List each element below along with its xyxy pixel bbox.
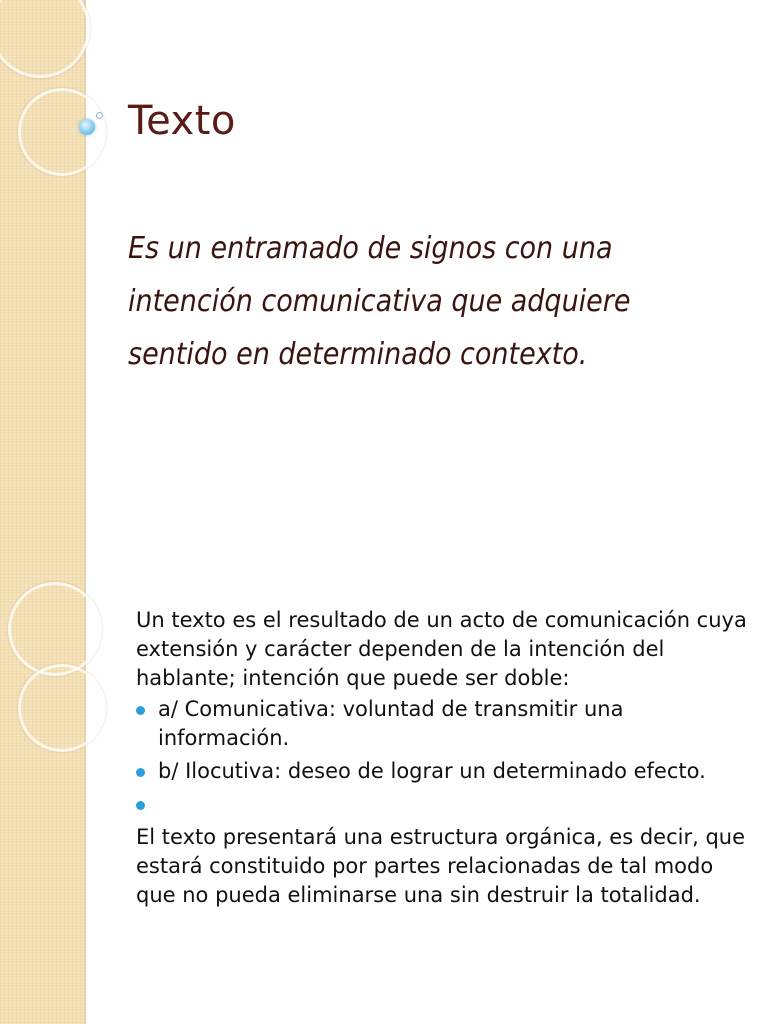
slide-body: [136, 606, 748, 910]
bullet-dot-icon: [136, 706, 145, 715]
decorative-ring-middle: [18, 664, 106, 752]
small-ring-icon: [96, 112, 103, 119]
decorative-ring-top: [8, 582, 102, 676]
conclusion-paragraph: El texto presentará una estructura orgánica, es decir, que estará constituido por partes relacionadas de tal modo que no pueda eliminarse una sin destruir la totalidad.: [136, 825, 746, 907]
bullet-dot-icon: [136, 801, 145, 810]
bullet-item: [136, 757, 748, 786]
slide-2: [0, 576, 768, 1024]
bullet-text: b/ Ilocutiva: deseo de lograr un determinado efecto.: [158, 759, 706, 783]
slide-title: Texto: [128, 98, 236, 144]
sidebar-decoration: [0, 576, 86, 1024]
bullet-item: [136, 695, 748, 753]
bullet-list: [136, 695, 748, 819]
bullet-dot-icon: [136, 768, 145, 777]
sidebar-decoration: [0, 0, 86, 576]
intro-paragraph: Un texto es el resultado de un acto de comunicación cuya extensión y carácter dependen de la intención del hablante; intención que puede ser doble:: [136, 608, 747, 690]
bullet-item-empty: [136, 790, 748, 819]
bullet-text: a/ Comunicativa: voluntad de transmitir una información.: [158, 697, 624, 750]
accent-dot-icon: [79, 119, 95, 135]
definition-text: Es un entramado de signos con una intención comunicativa que adquiere sentido en determinado contexto.: [128, 231, 631, 372]
decorative-ring-top: [0, 0, 90, 78]
